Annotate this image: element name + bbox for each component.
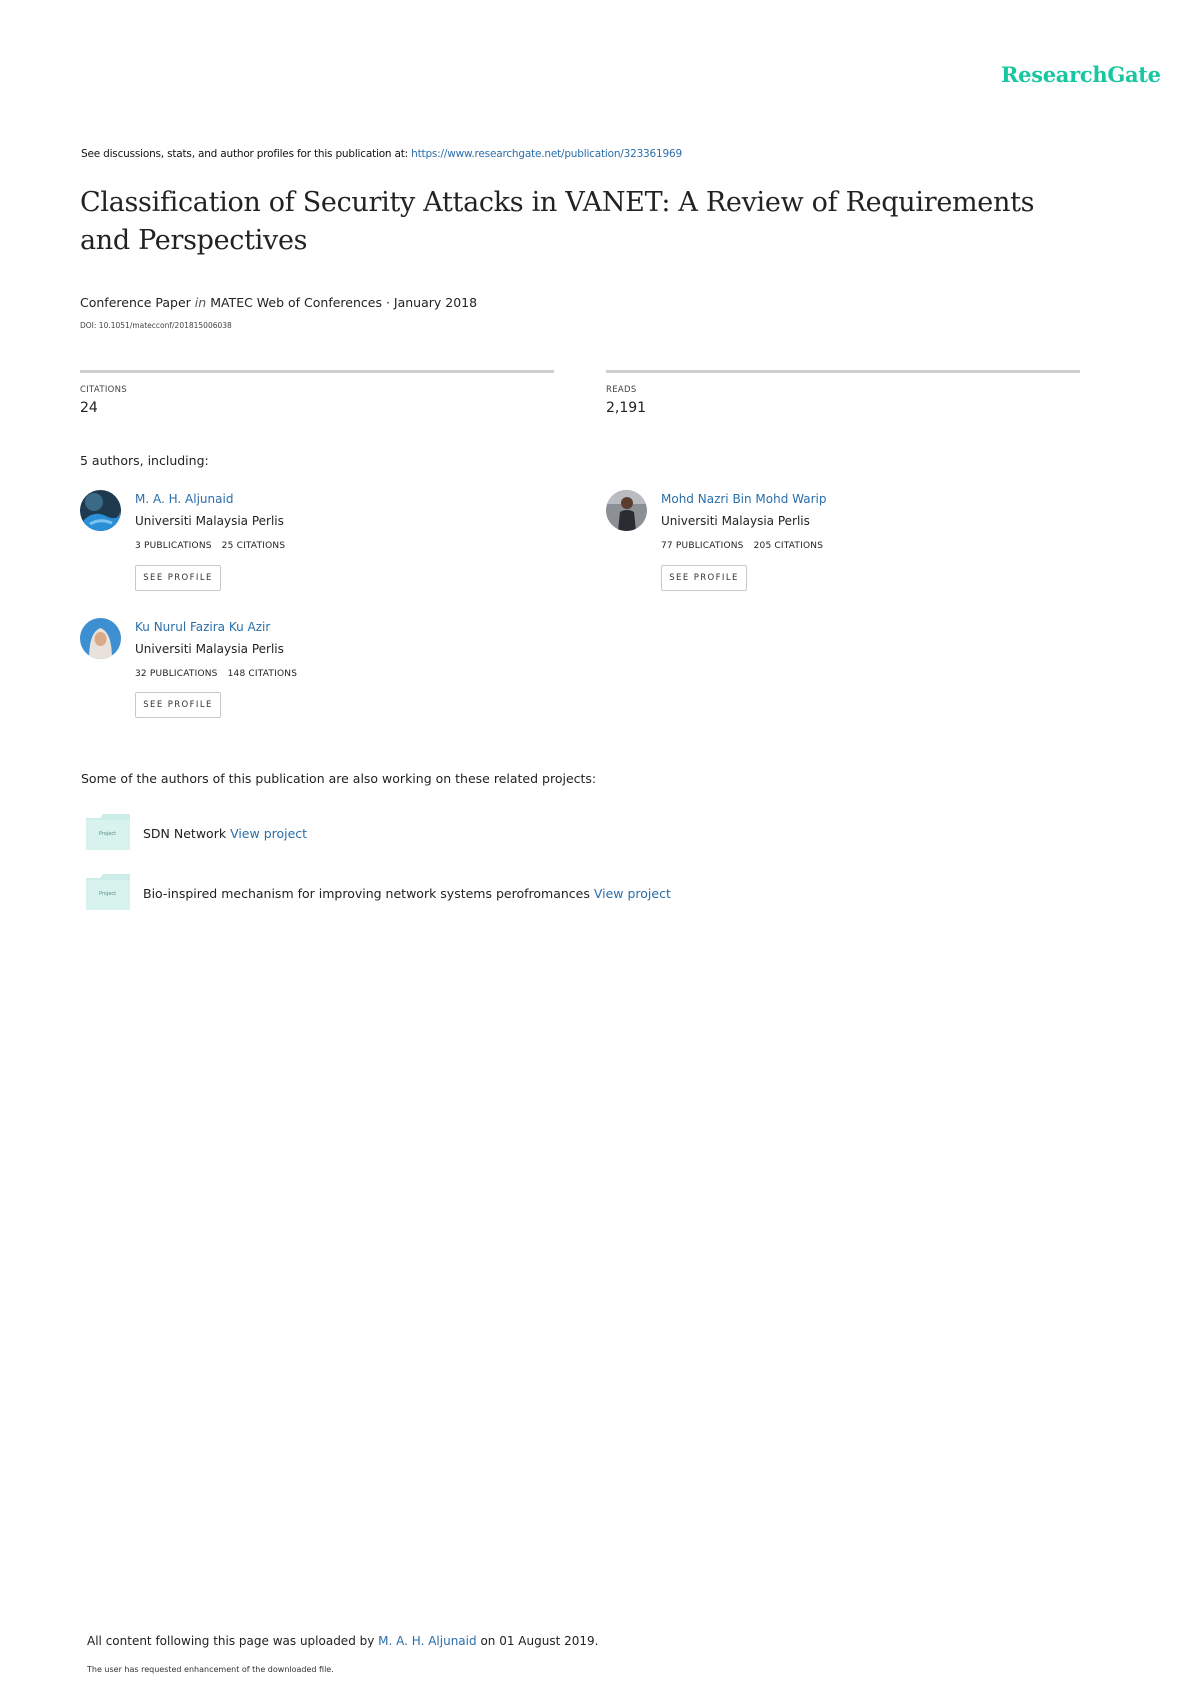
publication-url-link[interactable]: https://www.researchgate.net/publication/323361969 xyxy=(411,148,682,160)
project-item xyxy=(143,886,671,901)
see-profile-button-aljunaid[interactable]: SEE PROFILE xyxy=(135,565,221,591)
view-project-link[interactable]: View project xyxy=(230,826,308,841)
author-publications: 32 PUBLICATIONS xyxy=(135,669,218,679)
publication-title: Classification of Security Attacks in VANET: A Review of Requirements and Perspectives xyxy=(80,187,1035,256)
view-project-link[interactable]: View project xyxy=(593,886,671,901)
author-publications: 77 PUBLICATIONS xyxy=(661,541,744,551)
avatar-photo-icon xyxy=(80,618,121,659)
author-institution: Universiti Malaysia Perlis xyxy=(135,642,284,656)
author-citations: 25 CITATIONS xyxy=(221,541,286,551)
citations-label: CITATIONS xyxy=(80,385,127,395)
author-citations: 148 CITATIONS xyxy=(227,669,298,679)
project-item xyxy=(143,826,307,841)
author-name-warip[interactable]: Mohd Nazri Bin Mohd Warip xyxy=(661,492,827,506)
publication-type: Conference Paper xyxy=(80,295,191,310)
reads-label: READS xyxy=(606,385,637,395)
author-publications: 3 PUBLICATIONS xyxy=(135,541,212,551)
project-folder-icon xyxy=(86,814,130,850)
author-institution: Universiti Malaysia Perlis xyxy=(661,514,810,528)
avatar-photo-icon xyxy=(606,490,647,531)
author-name-aljunaid[interactable]: M. A. H. Aljunaid xyxy=(135,492,234,506)
reads-divider xyxy=(606,370,1080,373)
authors-heading: 5 authors, including: xyxy=(80,453,209,468)
discussions-line xyxy=(81,148,682,160)
see-profile-button-warip[interactable]: SEE PROFILE xyxy=(661,565,747,591)
project-folder-icon xyxy=(86,874,130,910)
publication-doi: DOI: 10.1051/matecconf/201815006038 xyxy=(80,321,232,330)
enhancement-note: The user has requested enhancement of the downloaded file. xyxy=(87,1665,334,1674)
project-name: Bio-inspired mechanism for improving network systems perofromances xyxy=(143,886,594,901)
see-profile-button-azir[interactable]: SEE PROFILE xyxy=(135,692,221,718)
publication-in: in xyxy=(194,295,207,310)
author-stats xyxy=(135,669,297,679)
author-name-azir[interactable]: Ku Nurul Fazira Ku Azir xyxy=(135,620,271,634)
upload-info xyxy=(87,1634,598,1648)
project-name: SDN Network xyxy=(143,826,231,841)
projects-heading: Some of the authors of this publication are also working on these related projects: xyxy=(81,771,597,786)
upload-suffix: on 01 August 2019. xyxy=(476,1634,599,1648)
publication-meta xyxy=(80,295,477,310)
author-institution: Universiti Malaysia Perlis xyxy=(135,514,284,528)
author-avatar-warip[interactable] xyxy=(606,490,647,531)
citations-value: 24 xyxy=(80,400,98,416)
author-stats xyxy=(661,541,823,551)
project-icon-label: Project xyxy=(99,831,117,837)
author-stats xyxy=(135,541,285,551)
author-avatar-aljunaid[interactable] xyxy=(80,490,121,531)
reads-value: 2,191 xyxy=(606,400,647,416)
avatar-photo-icon xyxy=(80,490,121,531)
upload-prefix: All content following this page was uploaded by xyxy=(87,1634,379,1648)
citations-divider xyxy=(80,370,554,373)
discussions-prefix: See discussions, stats, and author profiles for this publication at: xyxy=(81,148,412,160)
author-avatar-azir[interactable] xyxy=(80,618,121,659)
author-citations: 205 CITATIONS xyxy=(753,541,824,551)
publication-venue: MATEC Web of Conferences · January 2018 xyxy=(210,295,478,310)
uploader-link[interactable]: M. A. H. Aljunaid xyxy=(378,1634,477,1648)
project-icon-label: Project xyxy=(99,891,117,897)
researchgate-logo[interactable]: ResearchGate xyxy=(1001,62,1161,87)
